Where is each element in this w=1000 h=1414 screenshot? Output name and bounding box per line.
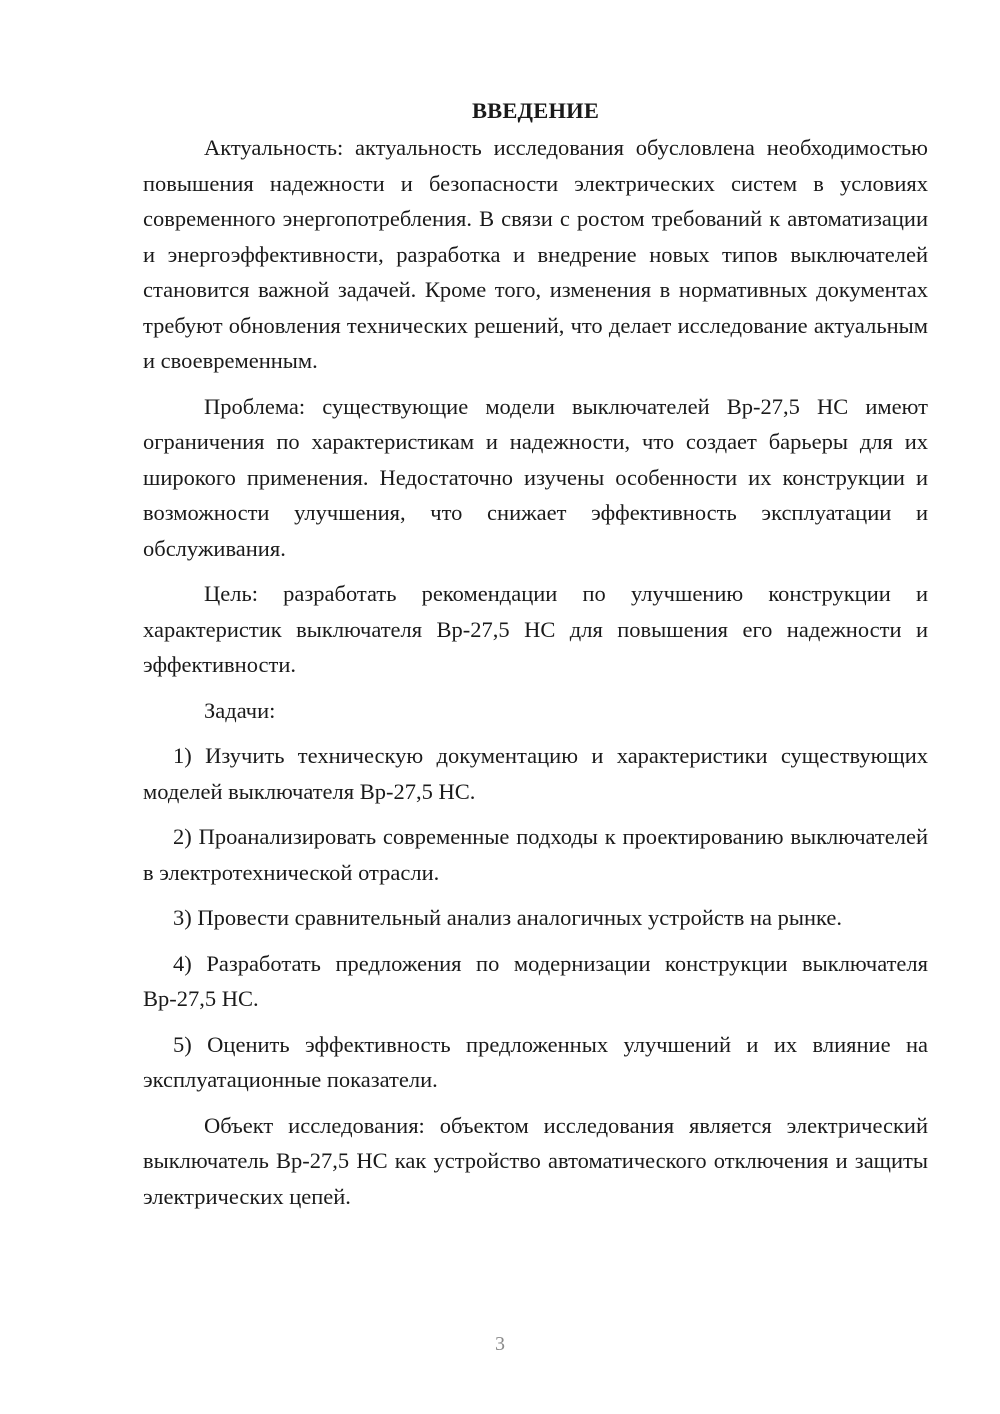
document-page <box>143 92 928 1224</box>
task-text: Изучить техническую документацию и характеристики существующих моделей выключателя Вр-27,5 НС. <box>143 743 928 804</box>
relevance-paragraph: Актуальность: актуальность исследования обусловлена необходимостью повышения надежности и безопасности электрических систем в условиях современного энергопотребления. В связи с ростом требований к автоматизации и энергоэффективности, разработка и внедрение новых типов выключателей становится важной задачей. Кроме того, изменения в нормативных документах требуют обновления технических решений, что делает исследование актуальным и своевременным. <box>143 135 928 373</box>
task-text: Оценить эффективность предложенных улучшений и их влияние на эксплуатационные показатели. <box>143 1031 929 1092</box>
object-paragraph: Объект исследования: объектом исследования является электрический выключатель Вр-27,5 НС как устройство автоматического отключения и защиты электрических цепей. <box>143 1112 928 1209</box>
task-number: 2) <box>173 824 192 849</box>
page-number: 3 <box>495 1333 505 1355</box>
task-text: Провести сравнительный анализ аналогичных устройств на рынке. <box>197 905 843 930</box>
task-item-3 <box>143 900 928 936</box>
section-title: ВВЕДЕНИЕ <box>471 98 600 123</box>
task-number: 5) <box>173 1031 192 1057</box>
task-number: 3) <box>173 905 192 930</box>
task-number: 4) <box>173 950 192 976</box>
task-number: 1) <box>173 743 192 768</box>
task-item-4 <box>143 946 928 1017</box>
tasks-heading: Задачи: <box>204 697 276 723</box>
task-item-5 <box>143 1027 928 1098</box>
task-item-1 <box>143 738 928 809</box>
task-item-2 <box>143 819 928 890</box>
goal-paragraph: Цель: разработать рекомендации по улучшению конструкции и характеристик выключателя Вр-27,5 НС для повышения его надежности и эффективности. <box>143 581 928 677</box>
task-text: Проанализировать современные подходы к проектированию выключателей в электротехнической отрасли. <box>143 824 928 885</box>
problem-paragraph: Проблема: существующие модели выключателей Вр-27,5 НС имеют ограничения по характеристикам и надежности, что создает барьеры для их широкого применения. Недостаточно изучены особенности их конструкции и возможности улучшения, что снижает эффективность эксплуатации и обслуживания. <box>143 393 928 561</box>
task-text: Разработать предложения по модернизации конструкции выключателя Вр-27,5 НС. <box>143 950 929 1011</box>
